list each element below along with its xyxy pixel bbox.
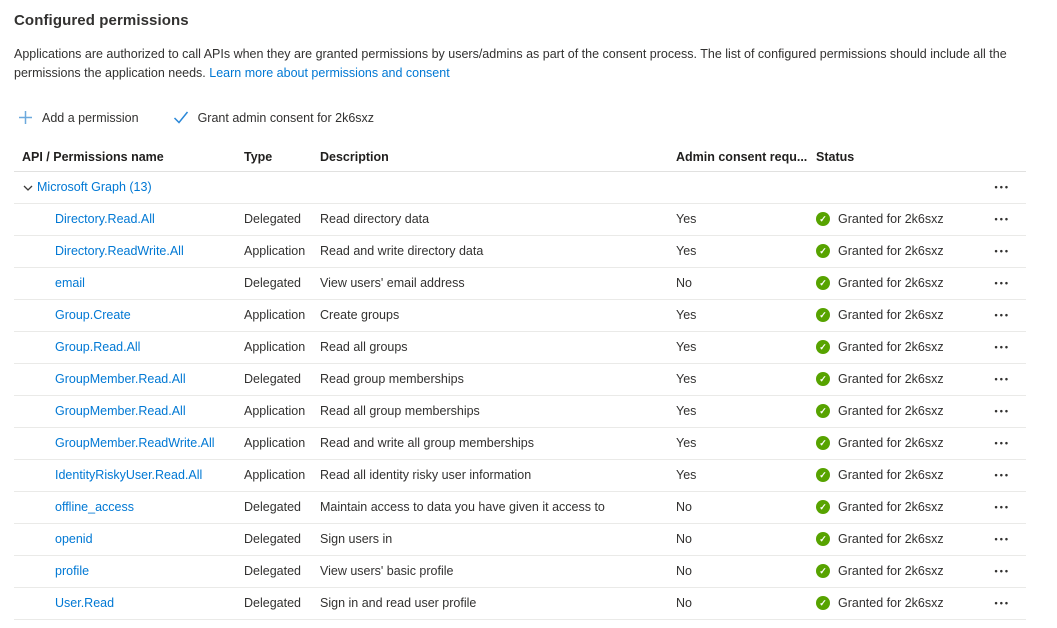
table-row bbox=[14, 556, 1026, 588]
column-header-status[interactable]: Status bbox=[816, 150, 855, 165]
admin-consent-value: No bbox=[676, 596, 692, 611]
status-text: Granted for 2k6sxz bbox=[838, 596, 944, 611]
more-options-icon[interactable]: ••• bbox=[991, 565, 1014, 578]
grant-admin-consent-button[interactable] bbox=[169, 109, 378, 127]
status-text: Granted for 2k6sxz bbox=[838, 532, 944, 547]
permission-name-cell bbox=[14, 276, 236, 290]
granted-check-icon: ✓ bbox=[816, 244, 830, 258]
status-cell bbox=[808, 564, 983, 578]
permission-type: Delegated bbox=[244, 372, 301, 387]
api-group-cell bbox=[14, 180, 983, 194]
granted-check-icon: ✓ bbox=[816, 436, 830, 450]
permission-description: Sign users in bbox=[320, 532, 393, 547]
permission-type: Delegated bbox=[244, 596, 301, 611]
column-header-description[interactable]: Description bbox=[320, 150, 389, 165]
permission-description: Read all identity risky user information bbox=[320, 468, 532, 483]
table-row bbox=[14, 588, 1026, 620]
granted-check-icon: ✓ bbox=[816, 532, 830, 546]
permission-description: Read directory data bbox=[320, 212, 430, 227]
table-row bbox=[14, 524, 1026, 556]
permission-name-link[interactable]: openid bbox=[55, 532, 93, 547]
granted-check-icon: ✓ bbox=[816, 596, 830, 610]
permission-type: Application bbox=[244, 436, 306, 451]
permission-description: Read and write directory data bbox=[320, 244, 484, 259]
admin-consent-value: Yes bbox=[676, 436, 697, 451]
permission-name-cell bbox=[14, 564, 236, 578]
permission-name-cell bbox=[14, 436, 236, 450]
api-group-row bbox=[14, 172, 1026, 204]
granted-check-icon: ✓ bbox=[816, 468, 830, 482]
learn-more-link[interactable]: Learn more about permissions and consent bbox=[209, 66, 450, 81]
row-menu-cell bbox=[983, 501, 1026, 514]
more-options-icon[interactable]: ••• bbox=[991, 181, 1014, 194]
permission-description: Create groups bbox=[320, 308, 400, 323]
table-body bbox=[14, 204, 1026, 620]
status-text: Granted for 2k6sxz bbox=[838, 564, 944, 579]
description-text: Applications are authorized to call APIs when they are granted permissions by users/admins as part of the consent process. The list of configured permissions should include all the permissions the application needs. bbox=[14, 47, 1007, 81]
permission-type: Application bbox=[244, 404, 306, 419]
permission-name-link[interactable]: User.Read bbox=[55, 596, 115, 611]
granted-check-icon: ✓ bbox=[816, 212, 830, 226]
status-text: Granted for 2k6sxz bbox=[838, 244, 944, 259]
permission-name-link[interactable]: GroupMember.Read.All bbox=[55, 372, 186, 387]
row-menu-cell bbox=[983, 341, 1026, 354]
chevron-down-icon[interactable] bbox=[22, 180, 34, 194]
permission-name-cell bbox=[14, 404, 236, 418]
add-permission-label: Add a permission bbox=[42, 110, 139, 125]
status-text: Granted for 2k6sxz bbox=[838, 212, 944, 227]
status-cell bbox=[808, 500, 983, 514]
permission-description: Read all group memberships bbox=[320, 404, 480, 419]
table-row bbox=[14, 332, 1026, 364]
admin-consent-value: Yes bbox=[676, 212, 697, 227]
more-options-icon[interactable]: ••• bbox=[991, 309, 1014, 322]
group-menu-cell bbox=[983, 181, 1026, 194]
permission-description: Sign in and read user profile bbox=[320, 596, 477, 611]
permission-name-link[interactable]: GroupMember.ReadWrite.All bbox=[55, 436, 215, 451]
permission-description: Read group memberships bbox=[320, 372, 464, 387]
status-text: Granted for 2k6sxz bbox=[838, 468, 944, 483]
permission-type: Application bbox=[244, 468, 306, 483]
row-menu-cell bbox=[983, 373, 1026, 386]
row-menu-cell bbox=[983, 469, 1026, 482]
more-options-icon[interactable]: ••• bbox=[991, 469, 1014, 482]
row-menu-cell bbox=[983, 565, 1026, 578]
status-text: Granted for 2k6sxz bbox=[838, 372, 944, 387]
row-menu-cell bbox=[983, 277, 1026, 290]
more-options-icon[interactable]: ••• bbox=[991, 245, 1014, 258]
permission-name-cell bbox=[14, 308, 236, 322]
permission-name-cell bbox=[14, 372, 236, 386]
status-text: Granted for 2k6sxz bbox=[838, 500, 944, 515]
permission-type: Delegated bbox=[244, 532, 301, 547]
table-row bbox=[14, 236, 1026, 268]
row-menu-cell bbox=[983, 309, 1026, 322]
permission-type: Delegated bbox=[244, 500, 301, 515]
status-text: Granted for 2k6sxz bbox=[838, 436, 944, 451]
admin-consent-value: Yes bbox=[676, 340, 697, 355]
table-row bbox=[14, 268, 1026, 300]
granted-check-icon: ✓ bbox=[816, 276, 830, 290]
status-cell bbox=[808, 340, 983, 354]
permission-name-cell bbox=[14, 468, 236, 482]
status-cell bbox=[808, 596, 983, 610]
row-menu-cell bbox=[983, 245, 1026, 258]
table-row bbox=[14, 300, 1026, 332]
table-header-row bbox=[14, 144, 1026, 172]
status-text: Granted for 2k6sxz bbox=[838, 276, 944, 291]
admin-consent-value: No bbox=[676, 276, 692, 291]
more-options-icon[interactable]: ••• bbox=[991, 277, 1014, 290]
more-options-icon[interactable]: ••• bbox=[991, 213, 1014, 226]
column-header-admin-consent[interactable]: Admin consent requ... bbox=[676, 150, 808, 165]
permission-name-link[interactable]: profile bbox=[55, 564, 90, 579]
granted-check-icon: ✓ bbox=[816, 340, 830, 354]
admin-consent-value: Yes bbox=[676, 308, 697, 323]
row-menu-cell bbox=[983, 533, 1026, 546]
status-cell bbox=[808, 532, 983, 546]
permissions-table bbox=[14, 144, 1026, 620]
more-options-icon[interactable]: ••• bbox=[991, 341, 1014, 354]
status-cell bbox=[808, 372, 983, 386]
permission-type: Application bbox=[244, 308, 306, 323]
permission-name-cell bbox=[14, 212, 236, 226]
status-text: Granted for 2k6sxz bbox=[838, 340, 944, 355]
admin-consent-value: Yes bbox=[676, 468, 697, 483]
table-row bbox=[14, 364, 1026, 396]
table-row bbox=[14, 460, 1026, 492]
granted-check-icon: ✓ bbox=[816, 308, 830, 322]
granted-check-icon: ✓ bbox=[816, 372, 830, 386]
table-row bbox=[14, 428, 1026, 460]
status-cell bbox=[808, 212, 983, 226]
permission-name-link[interactable]: email bbox=[55, 276, 85, 291]
grant-admin-consent-label: Grant admin consent for 2k6sxz bbox=[197, 110, 375, 125]
permission-type: Application bbox=[244, 244, 306, 259]
column-header-type[interactable]: Type bbox=[244, 150, 273, 165]
permission-name-link[interactable]: Group.Read.All bbox=[55, 340, 141, 355]
status-cell bbox=[808, 308, 983, 322]
permission-name-cell bbox=[14, 244, 236, 258]
permission-name-link[interactable]: Group.Create bbox=[55, 308, 131, 323]
row-menu-cell bbox=[983, 213, 1026, 226]
permission-type: Delegated bbox=[244, 212, 301, 227]
status-cell bbox=[808, 468, 983, 482]
admin-consent-value: Yes bbox=[676, 404, 697, 419]
permission-description: View users' email address bbox=[320, 276, 465, 291]
admin-consent-value: Yes bbox=[676, 244, 697, 259]
permission-name-link[interactable]: Directory.Read.All bbox=[55, 212, 155, 227]
add-permission-button[interactable] bbox=[14, 108, 143, 127]
table-row bbox=[14, 204, 1026, 236]
table-row bbox=[14, 492, 1026, 524]
plus-icon bbox=[18, 110, 33, 125]
row-menu-cell bbox=[983, 597, 1026, 610]
status-cell bbox=[808, 436, 983, 450]
permission-name-link[interactable]: offline_access bbox=[55, 500, 134, 515]
command-bar bbox=[14, 106, 1043, 130]
permission-name-link[interactable]: IdentityRiskyUser.Read.All bbox=[55, 468, 203, 483]
status-cell bbox=[808, 244, 983, 258]
page-description bbox=[14, 45, 1026, 84]
page-title: Configured permissions bbox=[14, 12, 189, 29]
status-text: Granted for 2k6sxz bbox=[838, 404, 944, 419]
permission-description: View users' basic profile bbox=[320, 564, 454, 579]
granted-check-icon: ✓ bbox=[816, 404, 830, 418]
permission-name-cell bbox=[14, 500, 236, 514]
permission-description: Read and write all group memberships bbox=[320, 436, 534, 451]
more-options-icon[interactable]: ••• bbox=[991, 405, 1014, 418]
column-header-name[interactable]: API / Permissions name bbox=[22, 150, 164, 165]
permission-name-link[interactable]: GroupMember.Read.All bbox=[55, 404, 186, 419]
status-text: Granted for 2k6sxz bbox=[838, 308, 944, 323]
admin-consent-value: No bbox=[676, 532, 692, 547]
admin-consent-value: No bbox=[676, 564, 692, 579]
permission-name-cell bbox=[14, 596, 236, 610]
more-options-icon[interactable]: ••• bbox=[991, 437, 1014, 450]
more-options-icon[interactable]: ••• bbox=[991, 533, 1014, 546]
permission-name-cell bbox=[14, 532, 236, 546]
api-group-link[interactable]: Microsoft Graph (13) bbox=[37, 180, 152, 195]
more-options-icon[interactable]: ••• bbox=[991, 597, 1014, 610]
more-options-icon[interactable]: ••• bbox=[991, 501, 1014, 514]
status-cell bbox=[808, 276, 983, 290]
granted-check-icon: ✓ bbox=[816, 564, 830, 578]
granted-check-icon: ✓ bbox=[816, 500, 830, 514]
permission-description: Maintain access to data you have given it access to bbox=[320, 500, 605, 515]
permission-description: Read all groups bbox=[320, 340, 408, 355]
permission-name-link[interactable]: Directory.ReadWrite.All bbox=[55, 244, 184, 259]
checkmark-icon bbox=[173, 111, 189, 124]
admin-consent-value: No bbox=[676, 500, 692, 515]
admin-consent-value: Yes bbox=[676, 372, 697, 387]
more-options-icon[interactable]: ••• bbox=[991, 373, 1014, 386]
row-menu-cell bbox=[983, 437, 1026, 450]
table-row bbox=[14, 396, 1026, 428]
status-cell bbox=[808, 404, 983, 418]
row-menu-cell bbox=[983, 405, 1026, 418]
permission-name-cell bbox=[14, 340, 236, 354]
permission-type: Application bbox=[244, 340, 306, 355]
permission-type: Delegated bbox=[244, 564, 301, 579]
permission-type: Delegated bbox=[244, 276, 301, 291]
